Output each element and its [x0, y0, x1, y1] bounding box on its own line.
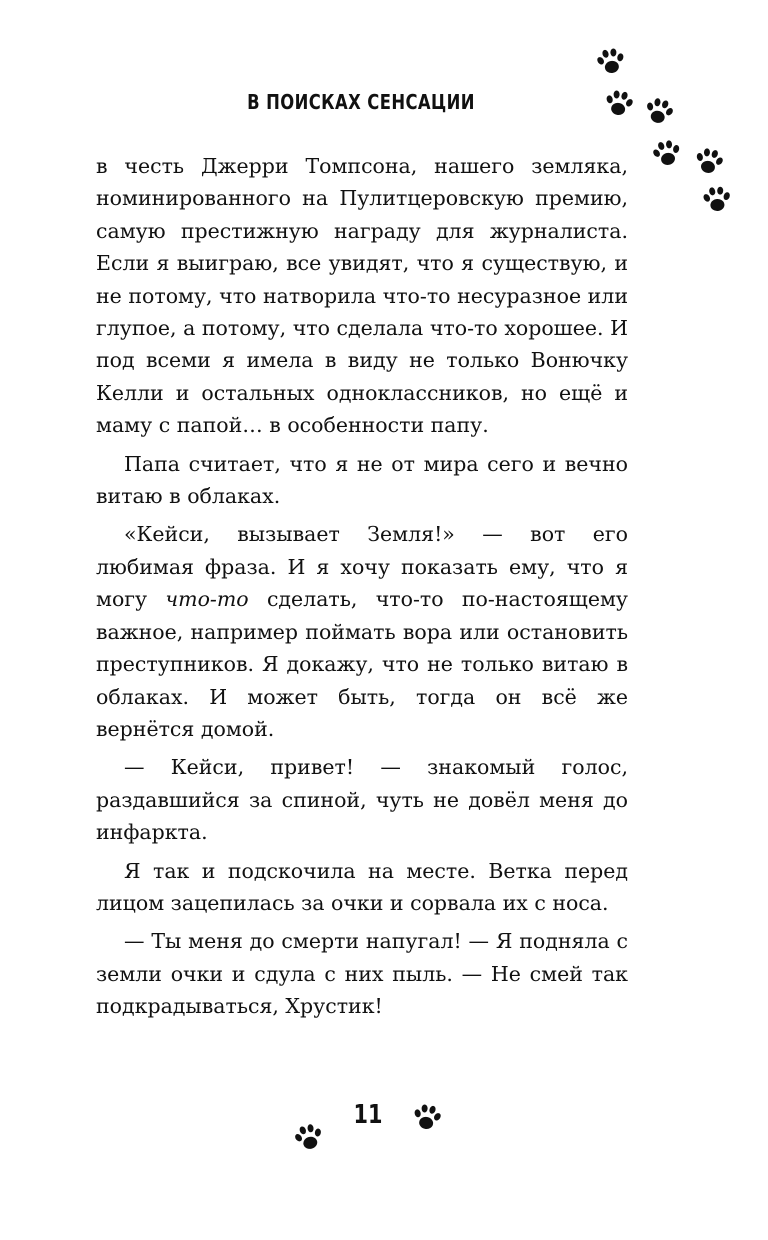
page-number: 11: [353, 1100, 383, 1130]
paw-print-icon: [691, 145, 726, 179]
paragraph: — Ты меня до смерти напугал! — Я подняла с земли очки и сдула с них пыль. — Не смей так подкрадываться, Хрустик!: [96, 929, 628, 1019]
paragraph-text: «Кейси, вызывает Земля!» — вот его любимая фраза. И я хочу показать ему, что я могу: [96, 522, 628, 612]
paw-print-icon: [602, 88, 636, 121]
paw-print-icon: [410, 1102, 444, 1135]
paw-print-icon: [291, 1121, 327, 1156]
paragraph: Папа считает, что я не от мира сего и вечно витаю в облаках.: [96, 451, 628, 509]
paragraph: в честь Джерри Томпсона, нашего земляка, номинированного на Пулитцеровскую премию, самую престижную награду для журналиста. Если я выиграю, все увидят, что я существую, и не потому, что натворила что-то несуразное или глупое, а потому, что сделала что-то хорошее. И под всеми я имела в виду не только Вонючку Келли и остальных одноклассников, но ещё и маму с папой… в особенности папу.: [96, 154, 628, 438]
paragraph: — Кейси, привет! — знакомый голос, раздавшийся за спиной, чуть не довёл меня до инфаркта.: [96, 755, 628, 845]
emphasis-text: что-то: [165, 587, 249, 612]
paw-print-icon: [701, 185, 733, 216]
paragraph: [96, 518, 628, 745]
running-header: В ПОИСКАХ СЕНСАЦИИ: [247, 90, 475, 114]
paw-print-icon: [641, 95, 677, 130]
paw-print-icon: [594, 46, 628, 79]
paragraph-text: сделать, что-то по-настоящему важное, например поймать вора или остановить преступников. Я докажу, что не только витаю в облаках. И может быть, тогда он всё же вернётся домой.: [96, 587, 628, 741]
paw-print-icon: [649, 137, 684, 171]
body-text: [96, 150, 628, 1029]
paragraph: Я так и подскочила на месте. Ветка перед лицом зацепилась за очки и сорвала их с носа.: [96, 858, 628, 915]
